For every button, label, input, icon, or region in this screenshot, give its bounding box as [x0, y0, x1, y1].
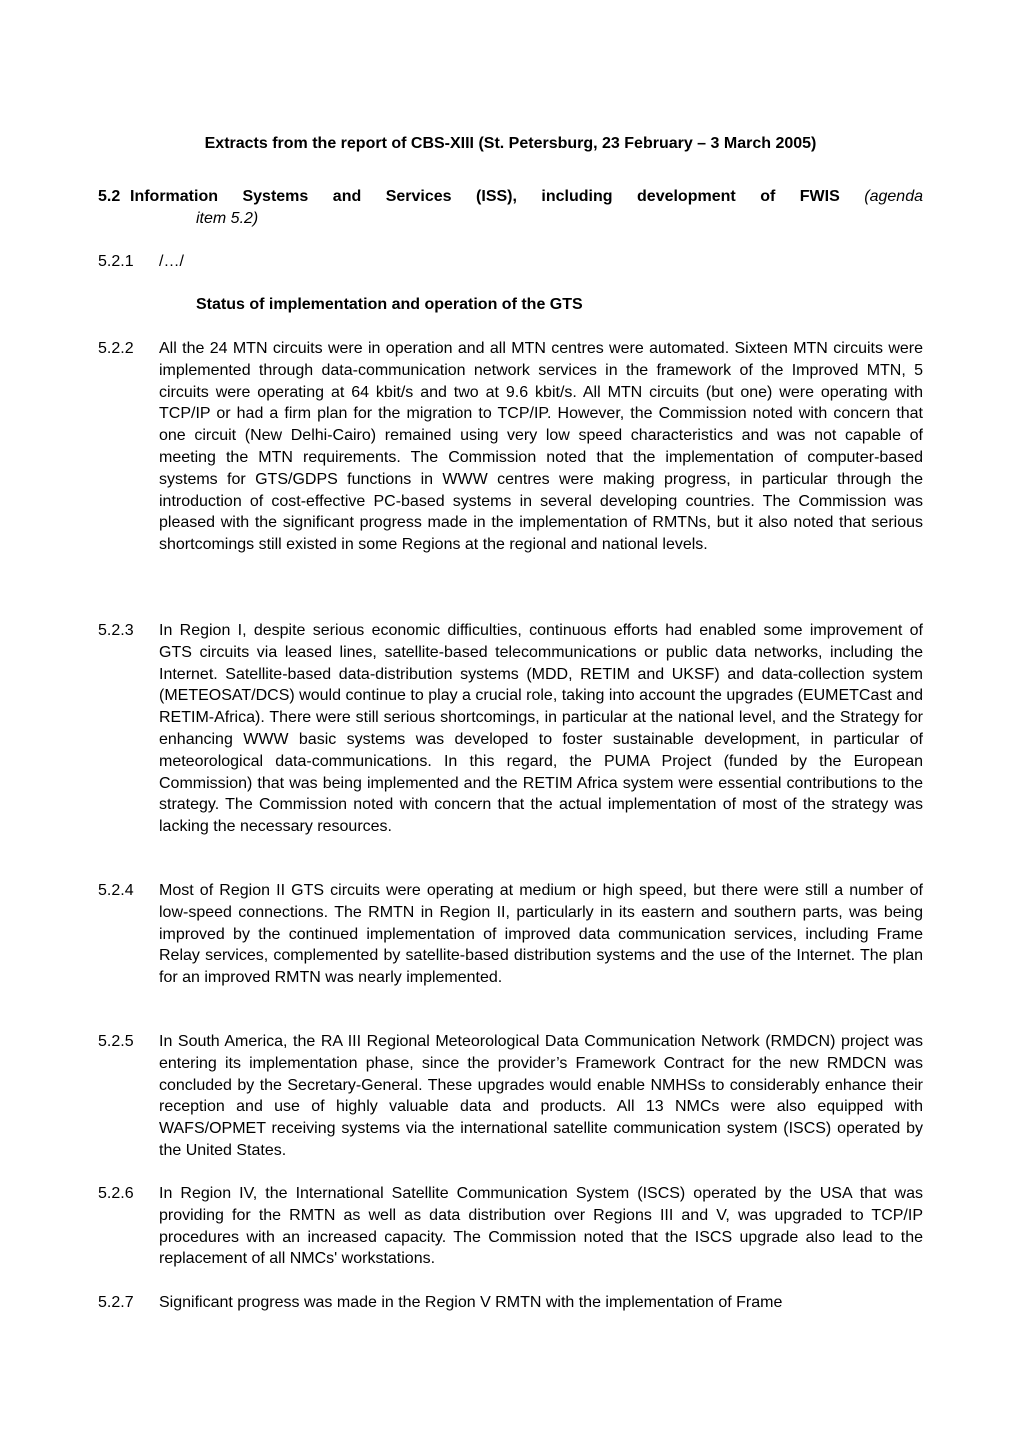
subheading: Status of implementation and operation of the GTS [196, 296, 583, 313]
document-title: Extracts from the report of CBS-XIII (St. Petersburg, 23 February – 3 March 2005) [204, 135, 817, 152]
paragraph-5-2-1 [98, 251, 923, 273]
agenda-item-reference: item 5.2) [196, 210, 259, 227]
paragraph-5-2-4 [98, 880, 923, 989]
paragraph-number: 5.2.2 [98, 340, 134, 357]
section-heading [98, 186, 923, 208]
paragraph-number: 5.2.5 [98, 1033, 134, 1050]
paragraph-text: /…/ [159, 253, 184, 270]
section-title: Information Systems and Services (ISS), including development of FWIS [130, 188, 840, 205]
paragraph-5-2-5 [98, 1031, 923, 1162]
paragraph-5-2-3 [98, 620, 923, 838]
paragraph-number: 5.2.6 [98, 1185, 134, 1202]
paragraph-number: 5.2.1 [98, 253, 134, 270]
paragraph-text: In Region I, despite serious economic difficulties, continuous efforts had enabled some improvement of GTS circuits via leased lines, satellite-based telecommunications or public data networks, including the Internet. Satellite-based data-distribution systems (MDD, RETIM and UKSF) and data-collection system (METEOSAT/DCS) would continue to play a crucial role, taking into account the upgrades (EUMETCast and RETIM-Africa). There were still serious shortcomings, in particular at the national level, and the Strategy for enhancing WWW basic systems was developed to foster sustainable development, in particular of meteorological data-communications. In this regard, the PUMA Project (funded by the European Commission) that was being implemented and the RETIM Africa system were essential contributions to the strategy. The Commission noted with concern that the actual implementation of most of the strategy was lacking the necessary resources. [159, 622, 923, 836]
paragraph-text: In Region IV, the International Satellite Communication System (ISCS) operated by the USA that was providing for the RMTN as well as data distribution over Regions III and V, was upgraded to TCP/IP procedures with an increased capacity. The Commission noted that the ISCS upgrade also lead to the replacement of all NMCs' workstations. [159, 1185, 923, 1268]
paragraph-text: Most of Region II GTS circuits were operating at medium or high speed, but there were still a number of low-speed connections. The RMTN in Region II, particularly in its eastern and southern parts, was being improved by the continued implementation of improved data communication services, including Frame Relay services, complemented by satellite-based distribution systems and the use of the Internet. The plan for an improved RMTN was nearly implemented. [159, 882, 923, 987]
paragraph-text: Significant progress was made in the Region V RMTN with the implementation of Frame [159, 1294, 783, 1311]
paragraph-number: 5.2.3 [98, 622, 134, 639]
paragraph-number: 5.2.7 [98, 1294, 134, 1311]
paragraph-5-2-6 [98, 1183, 923, 1270]
section-number: 5.2 [98, 188, 121, 205]
paragraph-number: 5.2.4 [98, 882, 134, 899]
paragraph-5-2-2 [98, 338, 923, 556]
paragraph-5-2-7 [98, 1292, 923, 1314]
paragraph-text: All the 24 MTN circuits were in operation and all MTN centres were automated. Sixteen MTN circuits were implemented through data-communication network services in the framework of the Improved MTN, 5 circuits were operating at 64 kbit/s and two at 9.6 kbit/s. All MTN circuits (but one) were operating with TCP/IP or had a firm plan for the migration to TCP/IP. However, the Commission noted with concern that one circuit (New Delhi-Cairo) remained using very low speed characteristics and was not capable of meeting the MTN requirements. The Commission noted that the implementation of computer-based systems for GTS/GDPS functions in WWW centres were making progress, in particular through the introduction of cost-effective PC-based systems in several developing countries. The Commission was pleased with the significant progress made in the implementation of RMTNs, but it also noted that serious shortcomings still existed in some Regions at the regional and national levels. [159, 340, 923, 554]
agenda-reference: (agenda [864, 188, 923, 205]
paragraph-text: In South America, the RA III Regional Meteorological Data Communication Network (RMDCN) project was entering its implementation phase, since the provider’s Framework Contract for the new RMDCN was concluded by the Secretary-General. These upgrades would enable NMHSs to considerably enhance their reception and use of highly valuable data and products. All 13 NMCs were also equipped with WAFS/OPMET receiving systems via the international satellite communication system (ISCS) operated by the United States. [159, 1033, 923, 1159]
